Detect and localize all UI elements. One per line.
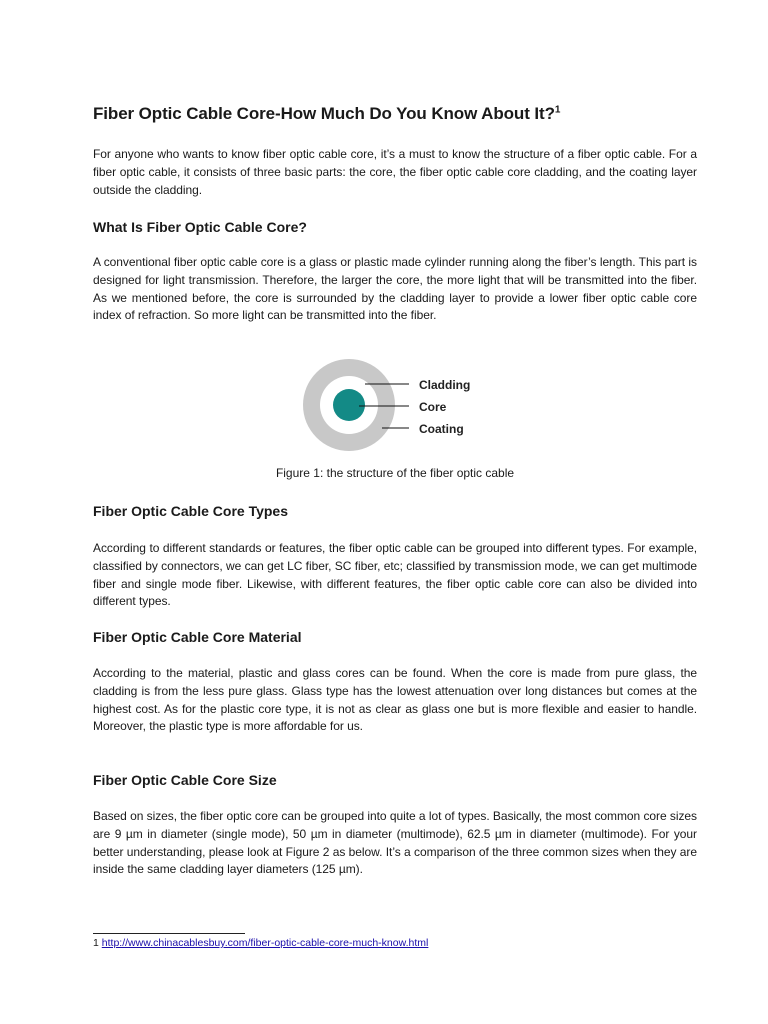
footnote-number: 1 [93, 937, 99, 949]
title-footnote-ref: 1 [554, 104, 561, 116]
footnote [93, 937, 428, 949]
figure-caption: Figure 1: the structure of the fiber optic cable [275, 466, 515, 480]
page-title [93, 104, 560, 124]
section-body-what-is-core: A conventional fiber optic cable core is a glass or plastic made cylinder running along the fiber’s length. This part is designed for light transmission. Therefore, the larger the core, the more light that will be transmitted into the fiber. As we mentioned before, the core is surrounded by the cladding layer to provide a lower fiber optic cable core index of refraction. So more light can be transmitted into the fiber. [93, 255, 697, 323]
section-heading-core-size: Fiber Optic Cable Core Size [93, 772, 277, 788]
section-heading-what-is-core: What Is Fiber Optic Cable Core? [93, 219, 307, 235]
title-text: Fiber Optic Cable Core-How Much Do You Know About It? [93, 104, 555, 123]
fiber-structure-figure [301, 358, 481, 452]
intro-paragraph: For anyone who wants to know fiber optic cable core, it’s a must to know the structure of a fiber optic cable. For a fiber optic cable, it consists of three basic parts: the core, the fiber optic cable core cladding, and the coating layer outside the cladding. [93, 147, 697, 197]
section-heading-core-types: Fiber Optic Cable Core Types [93, 503, 289, 519]
cladding-label: Cladding [419, 378, 471, 392]
core-label: Core [419, 400, 447, 414]
section-body-core-material: According to the material, plastic and glass cores can be found. When the core is made from pure glass, the cladding is from the less pure glass. Glass type has the lowest attenuation over long distances but comes at the highest cost. As for the plastic core type, it is not as clear as glass one but is more flexible and easier to handle. Moreover, the plastic type is more affordable for us. [93, 666, 697, 734]
section-body-core-types: According to different standards or features, the fiber optic cable can be grouped into different types. For example, classified by connectors, we can get LC fiber, SC fiber, etc; classified by transmission mode, we can get multimode fiber and single mode fiber. Likewise, with different features, the fiber optic cable core can also be divided into different types. [93, 541, 697, 609]
coating-label: Coating [419, 422, 464, 436]
fiber-structure-diagram [301, 358, 481, 452]
footnote-link[interactable]: http://www.chinacablesbuy.com/fiber-optic-cable-core-much-know.html [101, 937, 429, 949]
section-heading-core-material: Fiber Optic Cable Core Material [93, 629, 302, 645]
footnote-separator [93, 933, 245, 934]
core-circle [333, 389, 365, 421]
section-body-core-size: Based on sizes, the fiber optic core can be grouped into quite a lot of types. Basically, the most common core sizes are 9 µm in diameter (single mode), 50 µm in diameter (multimode), 62.5 µm in diameter (multimode). For your better understanding, please look at Figure 2 as below. It’s a comparison of the three common sizes when they are inside the same cladding layer diameters (125 µm). [93, 809, 697, 877]
